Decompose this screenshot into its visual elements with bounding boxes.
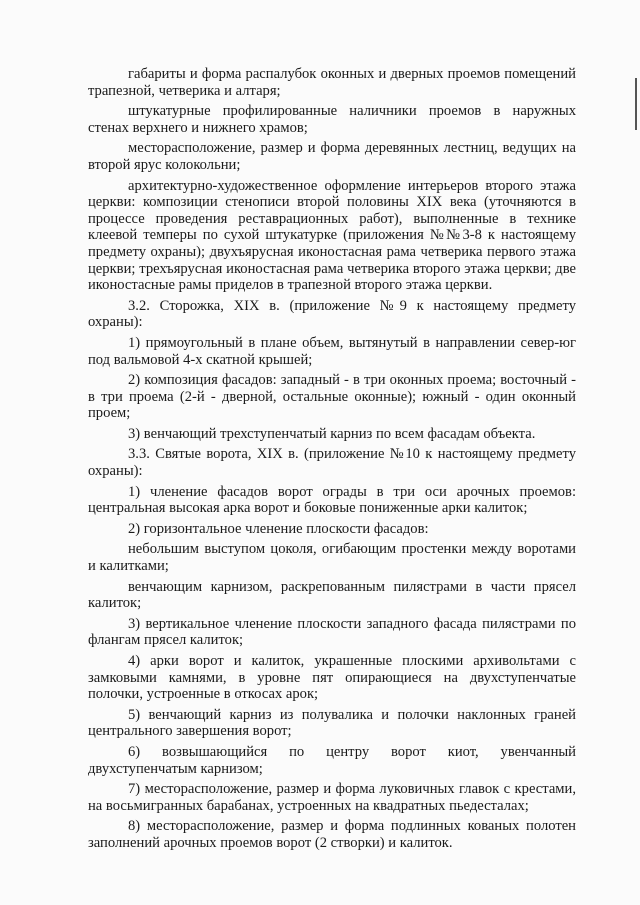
document-body	[88, 66, 576, 852]
paragraph: месторасположение, размер и форма деревянных лестниц, ведущих на второй ярус колокольни;	[88, 140, 576, 173]
paragraph: 2) горизонтальное членение плоскости фасадов:	[128, 520, 429, 537]
paragraph: 4) арки ворот и калиток, украшенные плоскими архивольтами с замковыми камнями, в уровне пят опирающиеся на двухступенчатые полочки, устроенные в откосах арок;	[88, 653, 576, 703]
paragraph: архитектурно-художественное оформление интерьеров второго этажа церкви: композиции стенописи второй половины XIX века (уточняются в процессе проведения реставрационных работ), выполненные в технике клеевой темперы по сухой штукатурке (приложения №№3-8 к настоящему предмету охраны); двухъярусная иконостасная рама четверика первого этажа церкви; трехъярусная иконостасная рама четверика второго этажа церкви; две иконостасные рамы приделов в трапезной второго этажа церкви.	[88, 177, 576, 294]
paragraph: 1) прямоугольный в плане объем, вытянутый в направлении север-юг под вальмовой 4-х скатной крышей;	[88, 334, 576, 368]
paragraph: 1) членение фасадов ворот ограды в три оси арочных проемов: центральная высокая арка ворот и боковые пониженные арки калиток;	[88, 483, 576, 517]
paragraph: 5) венчающий карниз из полувалика и полочки наклонных граней центрального завершения ворот;	[88, 706, 576, 740]
paragraph: 7) месторасположение, размер и форма луковичных главок с крестами, на восьмигранных барабанах, устроенных на квадратных пьедесталах;	[88, 781, 576, 814]
paragraph: габариты и форма распалубок оконных и дверных проемов помещений трапезной, четверика и алтаря;	[88, 66, 576, 99]
paragraph: штукатурные профилированные наличники проемов в наружных стенах верхнего и нижнего храмов;	[88, 103, 576, 136]
paragraph: 3) венчающий трехступенчатый карниз по всем фасадам объекта.	[128, 425, 536, 442]
paragraph: 6) возвышающийся по центру ворот киот, увенчанный двухступенчатым карнизом;	[88, 743, 576, 777]
section-heading: 3.3. Святые ворота, XIX в. (приложение №10 к настоящему предмету охраны):	[88, 446, 576, 480]
paragraph: 3) вертикальное членение плоскости западного фасада пилястрами по флангам прясел калиток;	[88, 615, 576, 649]
section-heading: 3.2. Сторожка, XIX в. (приложение №9 к настоящему предмету охраны):	[88, 297, 576, 331]
paragraph: 8) месторасположение, размер и форма подлинных кованых полотен заполнений арочных проемов ворот (2 створки) и калиток.	[88, 818, 576, 851]
scan-margin-mark	[635, 78, 637, 130]
paragraph: венчающим карнизом, раскрепованным пилястрами в части прясел калиток;	[88, 578, 576, 612]
paragraph: 2) композиция фасадов: западный - в три оконных проема; восточный - в три проема (2-й - дверной, остальные оконные); южный - один оконный проем;	[88, 372, 576, 422]
paragraph: небольшим выступом цоколя, огибающим простенки между воротами и калитками;	[88, 541, 576, 575]
